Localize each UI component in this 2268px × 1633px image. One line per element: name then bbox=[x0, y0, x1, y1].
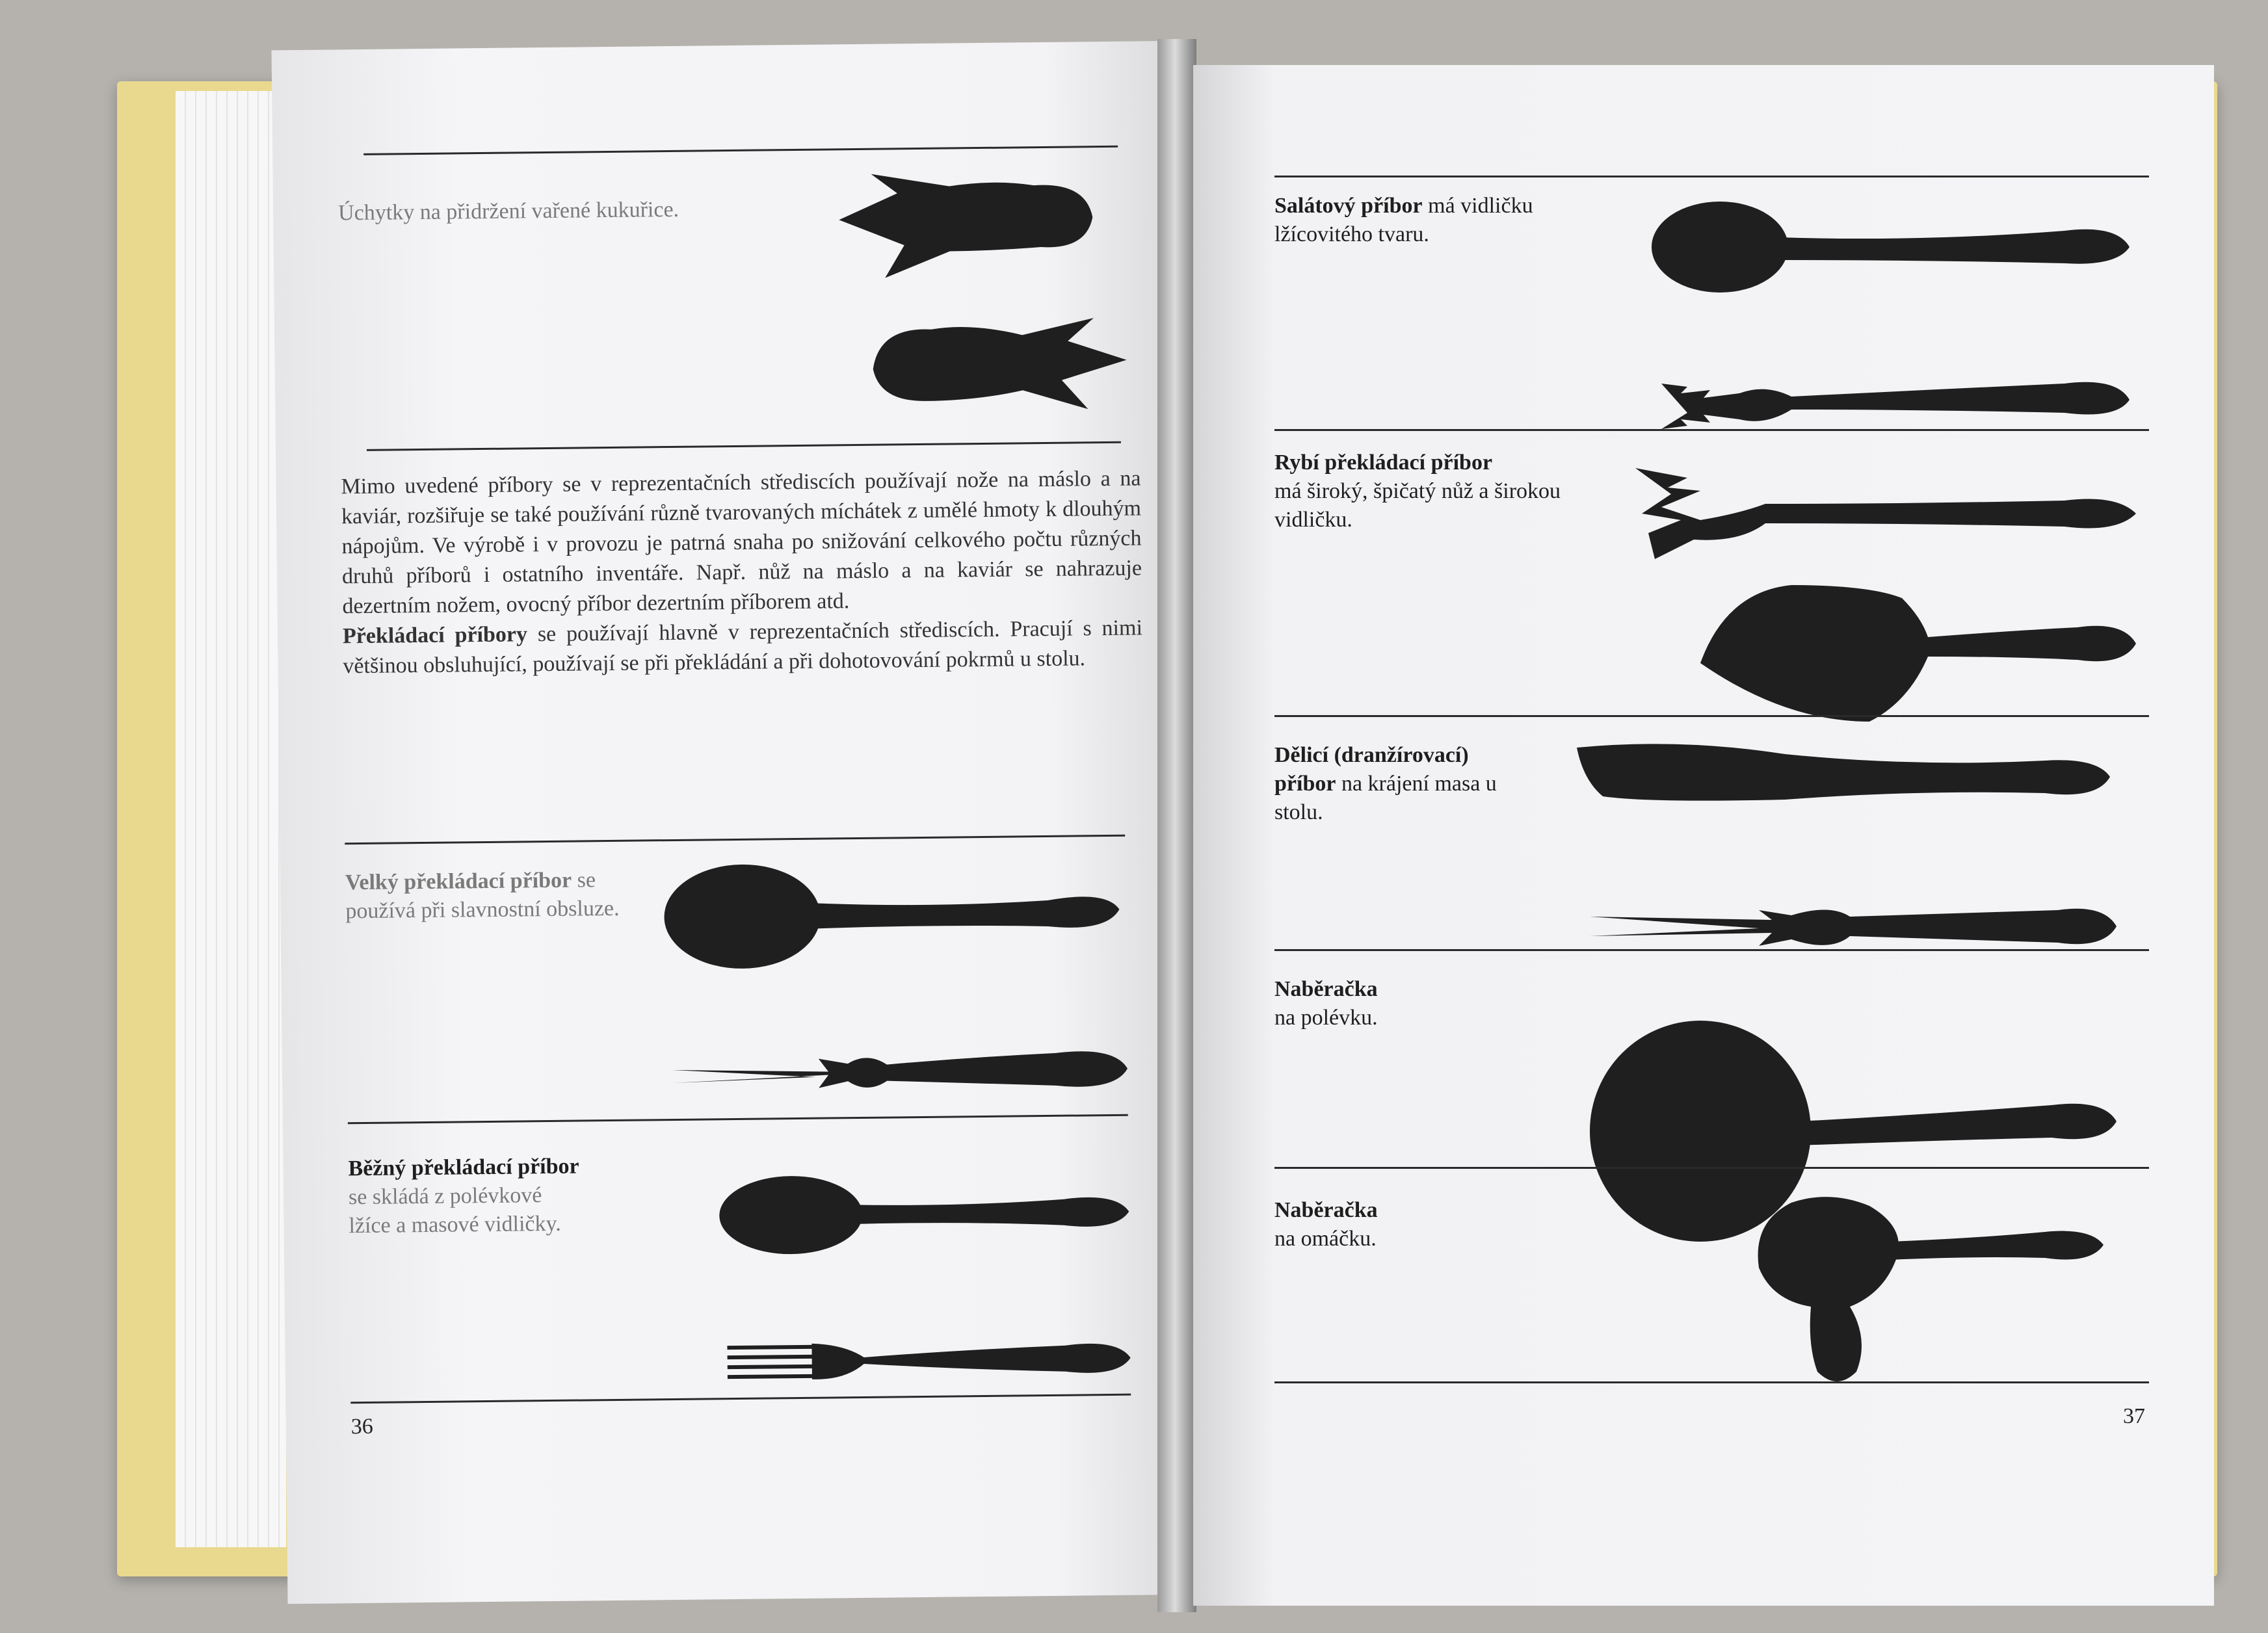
divider-rule bbox=[1274, 1167, 2149, 1169]
divider-rule bbox=[345, 835, 1125, 845]
page-edges bbox=[176, 91, 286, 1547]
salad-set-illustration bbox=[1648, 195, 2169, 468]
caption-bezny bbox=[348, 1152, 589, 1240]
divider-rule bbox=[1274, 715, 2149, 717]
caption-naberacka-2-text: na omáčku. bbox=[1274, 1227, 1377, 1251]
right-page bbox=[1193, 65, 2214, 1606]
caption-velky-text: se používá při slavnostní obsluze. bbox=[345, 868, 620, 924]
caption-naberacka-1-title: Naběračka bbox=[1274, 977, 1378, 1001]
caption-rybi-text: má široký, špičatý nůž a širokou vidličku. bbox=[1274, 479, 1561, 532]
caption-salatovy bbox=[1274, 192, 1600, 249]
caption-salatovy-text: má vidličku lžícovitého tvaru. bbox=[1274, 194, 1533, 246]
caption-delici-text: na krájení masa u stolu. bbox=[1274, 772, 1497, 824]
corn-holder-illustration bbox=[825, 164, 1140, 441]
caption-velky bbox=[345, 866, 639, 926]
paragraph-2: se používají hlavně v reprezentačních střediscích. Pracují s nimi většinou obsluhující, používají se při překládání a při dohotovování pokrmů u stolu. bbox=[343, 616, 1143, 679]
caption-salatovy-title: Salátový příbor bbox=[1274, 194, 1423, 218]
divider-rule bbox=[1274, 429, 2149, 431]
paragraph-1: Mimo uvedené příbory se v reprezentačních střediscích používají nože na máslo a na kaviár, rozšiřuje se také používání různě tvarovaných míchátek z umělé hmoty k dlouhým nápojům. Ve výrobě i v provozu je patrná snaha po snižování celkového počtu různých druhů příborů i ostatního inventáře. Např. nůž na máslo a na kaviár se nahrazuje dezertním nožem, ovocný příbor dezertním příborem atd. bbox=[341, 466, 1142, 619]
serving-set-large-illustration bbox=[657, 854, 1154, 1138]
serving-set-common-illustration bbox=[712, 1146, 1157, 1424]
caption-naberacka-1-text: na polévku. bbox=[1274, 1006, 1378, 1030]
divider-rule bbox=[1274, 949, 2149, 951]
caption-naberacka-2-title: Naběračka bbox=[1274, 1198, 1378, 1222]
divider-rule bbox=[1274, 1381, 2149, 1383]
caption-bezny-text: se skládá z polévkové lžíce a masové vidličky. bbox=[348, 1183, 561, 1238]
caption-bezny-title: Běžný překládací příbor bbox=[348, 1154, 579, 1181]
caption-velky-title: Velký překládací příbor bbox=[345, 868, 572, 895]
paragraph-2-bold: Překládací příbory bbox=[342, 622, 528, 649]
book-gutter bbox=[1157, 39, 1196, 1612]
caption-uchytky: Úchytky na přidržení vařené kukuřice. bbox=[337, 197, 679, 226]
divider-rule bbox=[363, 146, 1118, 155]
divider-rule bbox=[367, 441, 1121, 451]
caption-delici-title: Dělicí (dranžírovací) příbor bbox=[1274, 743, 1469, 796]
fish-set-illustration bbox=[1622, 449, 2175, 748]
caption-delici bbox=[1274, 741, 1535, 827]
left-page bbox=[272, 41, 1198, 1604]
carving-set-illustration bbox=[1551, 728, 2162, 1001]
divider-rule bbox=[1274, 176, 2149, 177]
caption-naberacka-1 bbox=[1274, 975, 1535, 1032]
page-number-left: 36 bbox=[350, 1414, 373, 1439]
caption-naberacka-2 bbox=[1274, 1196, 1535, 1253]
page-number-right: 37 bbox=[2123, 1404, 2145, 1428]
caption-rybi-title: Rybí překládací příbor bbox=[1274, 451, 1493, 475]
body-paragraph bbox=[341, 464, 1142, 681]
caption-rybi bbox=[1274, 449, 1600, 534]
